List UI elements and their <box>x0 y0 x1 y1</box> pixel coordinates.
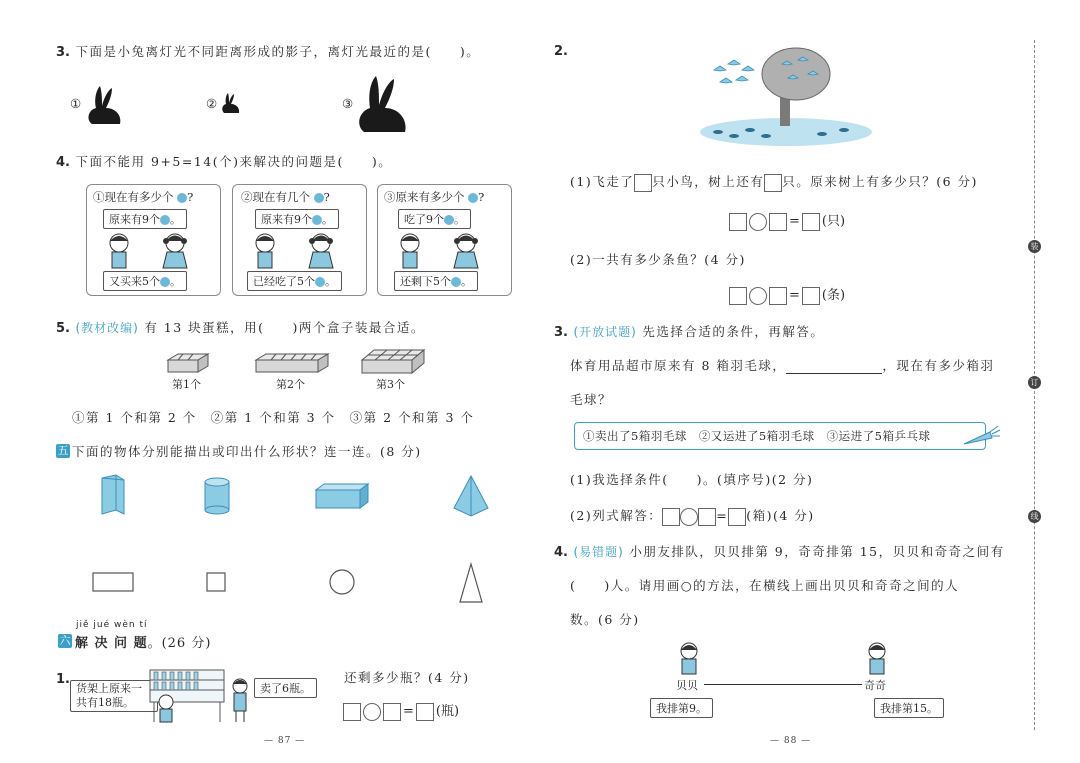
child-qiqi <box>864 642 890 676</box>
box-3-label: 第3个 <box>376 378 405 391</box>
page-number: — 88 — <box>770 736 812 746</box>
child-beibei <box>676 642 702 676</box>
answer-box[interactable] <box>769 213 787 231</box>
answer-box[interactable] <box>728 508 746 526</box>
problem-card-1 <box>86 184 221 296</box>
question-5-choices: ①第 1 个和第 2 个 ②第 1 个和第 3 个 ③第 2 个和第 3 个 <box>72 410 475 425</box>
operator-circle[interactable] <box>363 703 381 721</box>
right-page <box>540 0 1080 763</box>
answer-box[interactable] <box>729 213 747 231</box>
binding-mark: 线 <box>1028 510 1041 523</box>
box-1-image <box>166 352 210 374</box>
question-3 <box>56 42 480 60</box>
section-5-instruction: 下面的物体分别能描出或印出什么形状？连一连。(8 分) <box>72 444 422 459</box>
box-2-label: 第2个 <box>276 378 305 391</box>
operator-circle[interactable] <box>749 213 767 231</box>
apple-icon <box>312 215 322 225</box>
binding-mark: 订 <box>1028 376 1041 389</box>
equation-row: = (条) <box>728 284 846 305</box>
problem-1-question: 还剩多少瓶？(4 分) <box>344 670 470 685</box>
speech-bubble: 我排第15。 <box>874 698 944 718</box>
question-number: 3. <box>56 45 70 60</box>
rabbit-shadow-large <box>354 74 410 134</box>
conditions-text: ①卖出了5箱羽毛球 ②又运进了5箱羽毛球 ③运进了5箱乒乓球 <box>583 429 931 443</box>
question-text: 有 13 块蛋糕，用( )两个盒子装最合适。 <box>144 320 425 335</box>
problem-number: 1. <box>56 672 70 687</box>
answer-box[interactable] <box>764 174 782 192</box>
answer-box[interactable] <box>634 174 652 192</box>
tree-pond-illustration <box>698 40 874 150</box>
question-4 <box>554 542 1005 560</box>
answer-box[interactable] <box>383 703 401 721</box>
binding-mark: 装 <box>1028 240 1041 253</box>
operator-circle[interactable] <box>680 508 698 526</box>
equation-row: = (瓶) <box>342 700 460 721</box>
question-2-part-2: (2)一共有多少条鱼？(4 分) <box>570 252 746 267</box>
carrot-decoration <box>960 424 1002 448</box>
answer-box[interactable] <box>698 508 716 526</box>
pyramid-icon <box>452 474 490 518</box>
operator-circle[interactable] <box>749 287 767 305</box>
apple-icon <box>468 193 478 203</box>
section-6-pinyin: jiě jué wèn tí <box>76 620 148 630</box>
speech-bubble: 原来有9个 。 <box>255 209 339 229</box>
question-3-line-2: 毛球？ <box>570 392 613 407</box>
conditions-box <box>574 422 986 450</box>
card-title: ③原来有多少个 ? <box>384 190 485 204</box>
speech-bubble: 还剩下5个 。 <box>394 271 478 291</box>
page-number: — 87 — <box>264 736 306 746</box>
answer-box[interactable] <box>802 213 820 231</box>
answer-box[interactable] <box>343 703 361 721</box>
card-title: ②现在有几个 ? <box>241 190 330 204</box>
question-tag: (开放试题) <box>573 325 637 339</box>
question-number: 4. <box>56 155 70 170</box>
children-illustration <box>103 231 203 271</box>
speech-bubble: 原来有9个 。 <box>103 209 187 229</box>
answer-box[interactable] <box>662 508 680 526</box>
drawing-line[interactable] <box>704 684 862 685</box>
box-3-image <box>360 348 426 376</box>
cuboid-icon <box>314 482 370 510</box>
answer-box[interactable] <box>802 287 820 305</box>
speech-bubble: 吃了9个 。 <box>398 209 471 229</box>
speech-bubble: 卖了6瓶。 <box>254 678 317 698</box>
question-number: 4. <box>554 545 568 560</box>
question-5 <box>56 318 425 336</box>
apple-icon <box>315 277 325 287</box>
rectangle-shape <box>92 572 134 592</box>
section-6-title: 解 决 问 题。(26 分) <box>75 636 212 651</box>
square-shape <box>206 572 226 592</box>
question-text: 下面不能用 9+5=14(个)来解决的问题是( )。 <box>75 154 393 169</box>
option-1-label: ① <box>70 96 83 111</box>
rabbit-shadow-medium <box>84 84 124 126</box>
question-text: 小朋友排队，贝贝排第 9，奇奇排第 15，贝贝和奇奇之间有 <box>629 544 1005 559</box>
question-tag: (易错题) <box>573 545 624 559</box>
card-title: ①现在有多少个 ? <box>93 190 194 204</box>
children-illustration <box>394 231 494 271</box>
question-4-line-3: 数。(6 分) <box>570 612 640 627</box>
question-number: 5. <box>56 321 70 336</box>
equation-row: = (只) <box>728 210 846 231</box>
speech-bubble: 我排第9。 <box>650 698 713 718</box>
problem-card-2 <box>232 184 367 296</box>
apple-icon <box>444 215 454 225</box>
rabbit-shadow-small <box>220 92 244 114</box>
store-shelf-illustration <box>148 668 258 724</box>
question-3-part-2: (2)列式解答： = (箱)(4 分) <box>570 506 815 526</box>
section-badge: 六 <box>59 634 71 647</box>
option-3-label: ③ <box>342 96 355 111</box>
question-3-line-1: 体育用品超市原来有 8 箱羽毛球， ，现在有多少箱羽 <box>570 358 995 373</box>
name-beibei: 贝贝 <box>676 679 698 692</box>
answer-box[interactable] <box>416 703 434 721</box>
question-2-part-1: (1)飞走了 只小鸟，树上还有 只。原来树上有多少只？(6 分) <box>570 172 978 192</box>
triangular-prism-icon <box>98 474 130 518</box>
question-4 <box>56 152 392 170</box>
fill-blank-line[interactable] <box>786 373 882 374</box>
section-badge: 五 <box>57 444 69 457</box>
question-number: 3. <box>554 325 568 340</box>
box-1-label: 第1个 <box>172 378 201 391</box>
question-3 <box>554 322 824 340</box>
question-4-line-2: ( )人。请用画○的方法，在横线上画出贝贝和奇奇之间的人 <box>570 578 960 593</box>
apple-icon <box>314 193 324 203</box>
apple-icon <box>177 193 187 203</box>
answer-box[interactable] <box>729 287 747 305</box>
question-text: 下面是小兔离灯光不同距离形成的影子，离灯光最近的是( )。 <box>75 44 481 59</box>
apple-icon <box>160 215 170 225</box>
question-tag: (教材改编) <box>75 321 139 335</box>
speech-bubble: 已经吃了5个 。 <box>247 271 342 291</box>
question-3-part-1: (1)我选择条件( )。(填序号)(2 分) <box>570 472 814 487</box>
speech-bubble: 货架上原来一共有18瓶。 <box>70 680 158 712</box>
cylinder-icon <box>202 476 232 516</box>
question-number: 2. <box>554 44 568 59</box>
apple-icon <box>451 277 461 287</box>
name-qiqi: 奇奇 <box>864 679 886 692</box>
question-text: 先选择合适的条件，再解答。 <box>642 324 825 339</box>
problem-card-3 <box>377 184 512 296</box>
option-2-label: ② <box>206 96 219 111</box>
triangle-shape <box>458 562 484 604</box>
apple-icon <box>160 277 170 287</box>
children-illustration <box>249 231 349 271</box>
box-2-image <box>254 352 330 374</box>
circle-shape <box>328 568 356 596</box>
speech-bubble: 又买来5个 。 <box>103 271 187 291</box>
answer-box[interactable] <box>769 287 787 305</box>
